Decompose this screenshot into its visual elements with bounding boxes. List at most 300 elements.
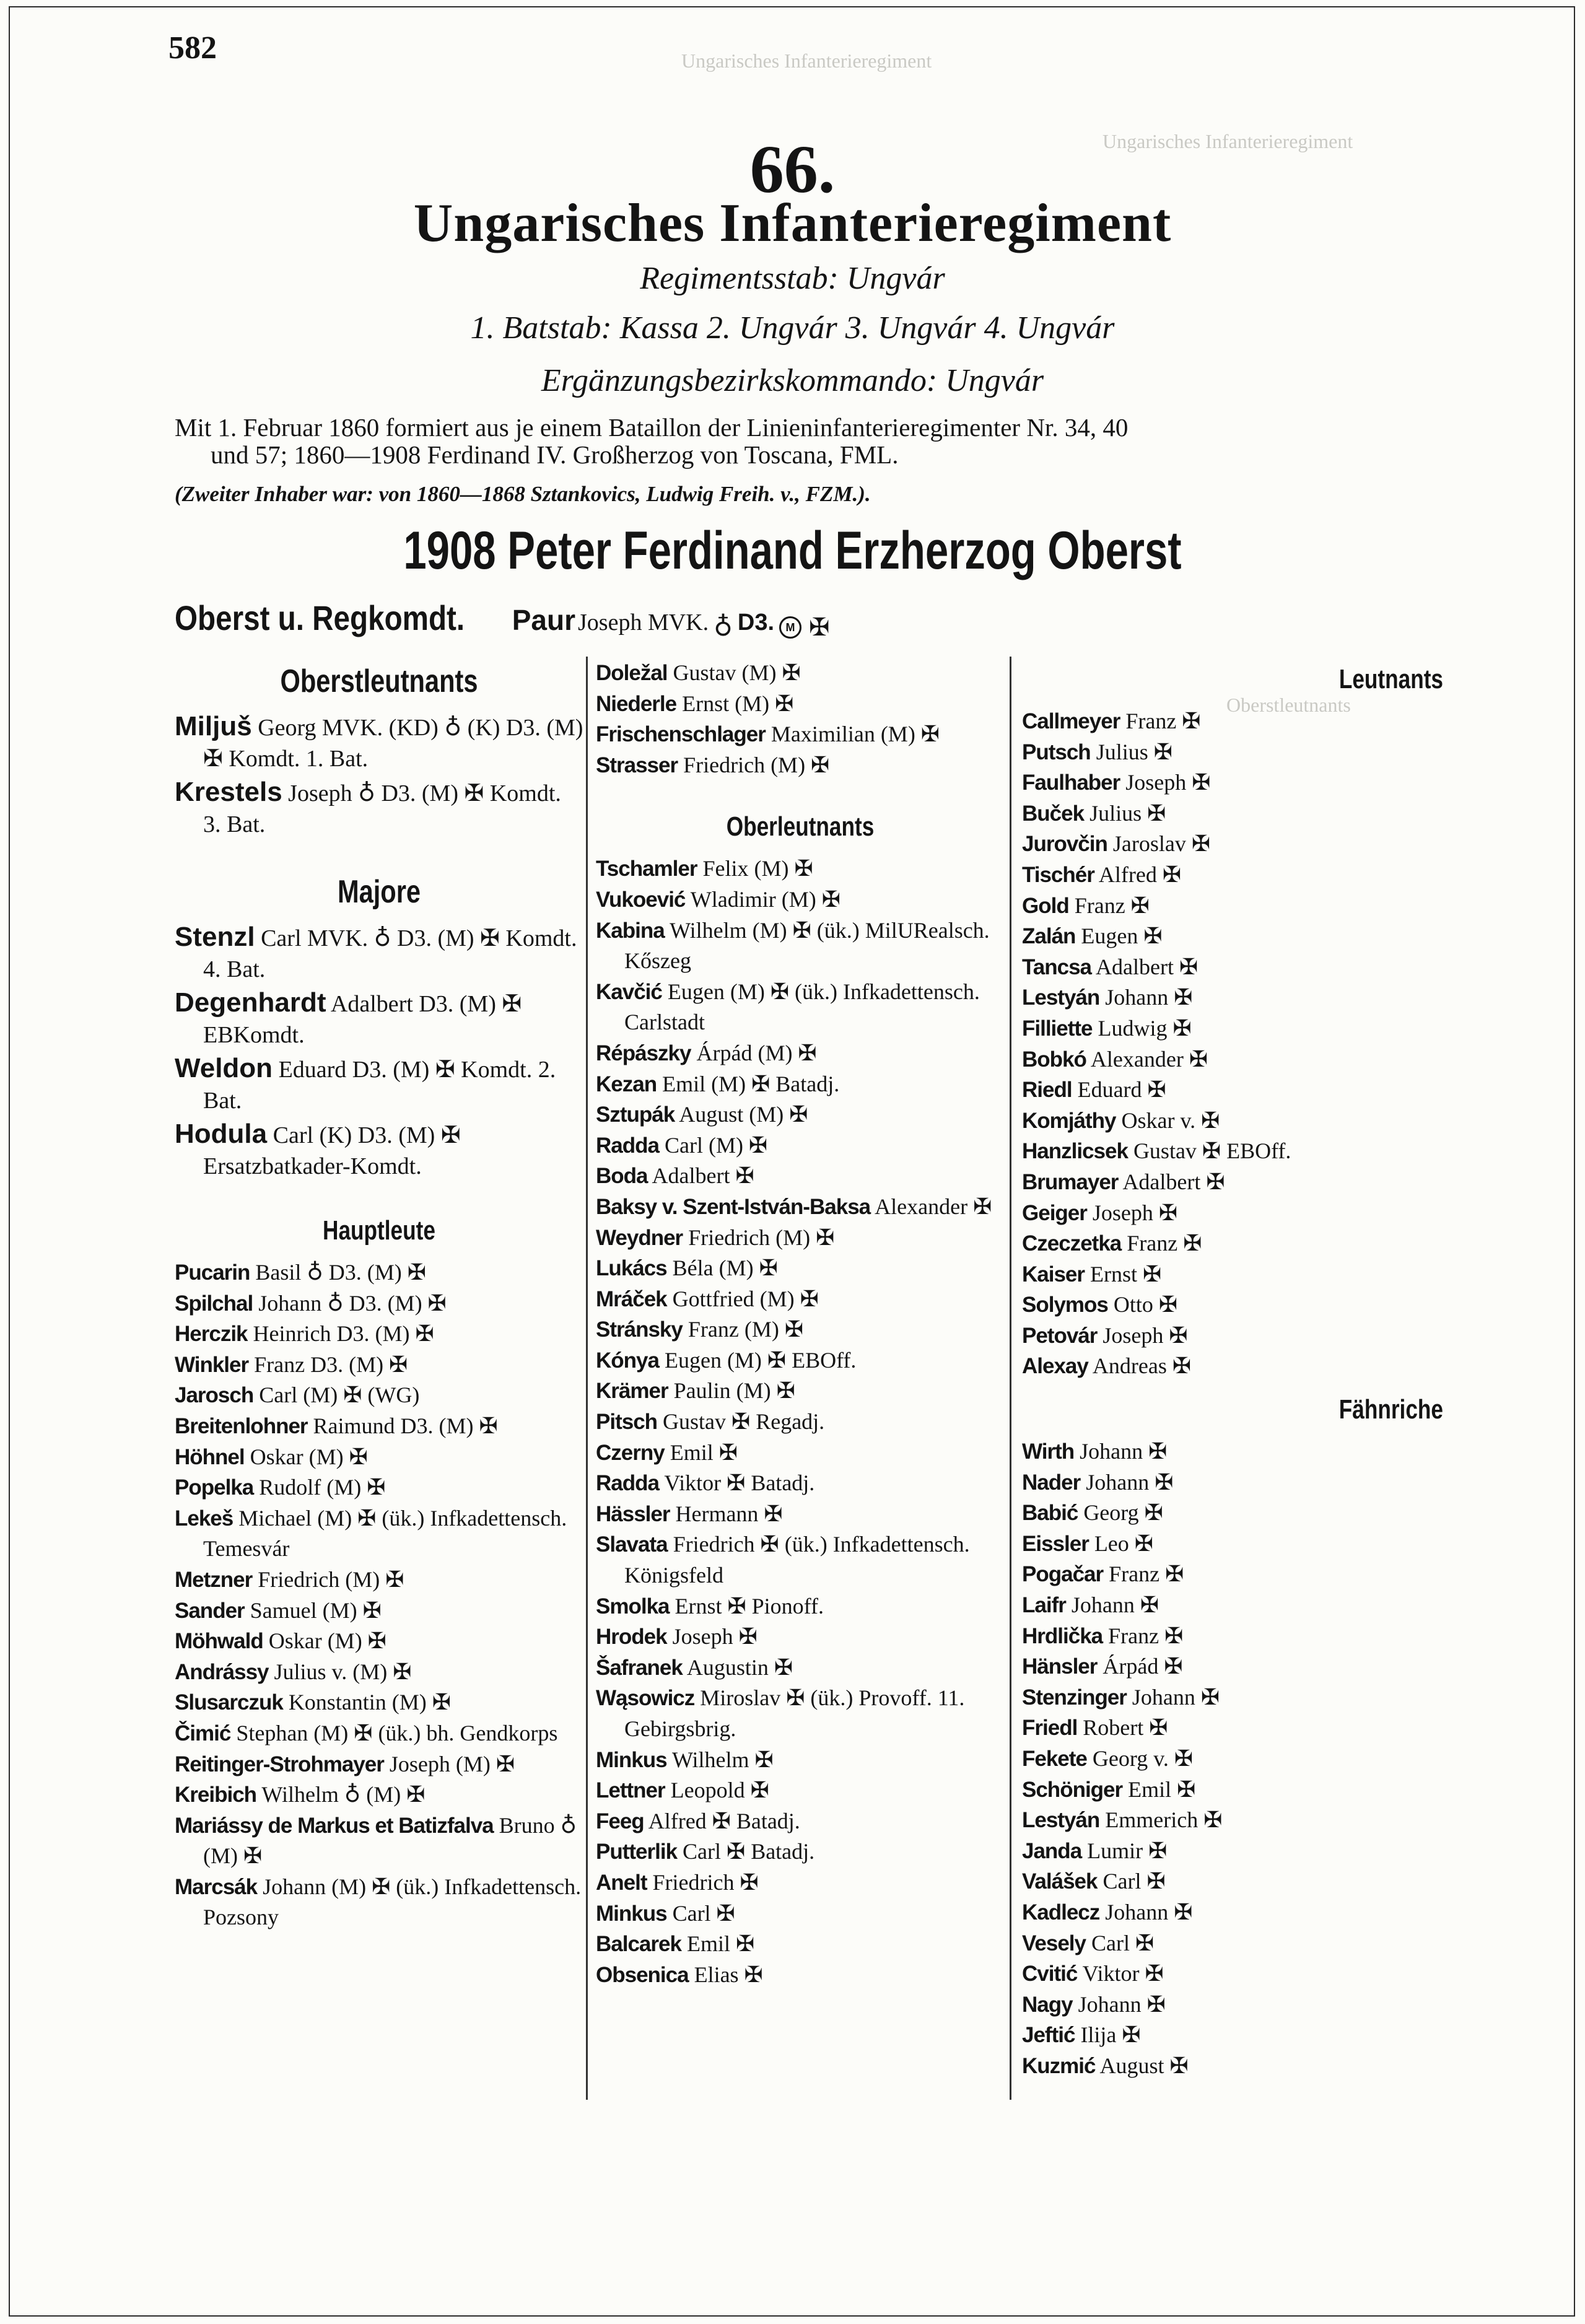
cross-icon: ✠ bbox=[809, 613, 830, 642]
officer-entry bbox=[596, 915, 1005, 977]
officer-entry bbox=[596, 977, 1005, 1038]
oberst-name: Paur bbox=[512, 604, 575, 636]
officer-entry bbox=[1022, 1106, 1443, 1137]
officer-entry bbox=[596, 1038, 1005, 1069]
officer-surname: Andrássy bbox=[175, 1659, 269, 1684]
officer-surname: Komjáthy bbox=[1022, 1108, 1116, 1133]
officer-surname: Radda bbox=[596, 1471, 659, 1496]
officer-surname: Pitsch bbox=[596, 1410, 658, 1435]
officer-entry bbox=[175, 1411, 583, 1442]
officer-entry bbox=[596, 1438, 1005, 1469]
officer-details: Georg v. ✠ bbox=[1092, 1746, 1194, 1771]
oberst-line bbox=[175, 598, 832, 640]
hauptleute-list bbox=[175, 1257, 583, 1933]
officer-entry bbox=[596, 689, 1005, 720]
officer-surname: Laifr bbox=[1022, 1593, 1066, 1618]
officer-details: Eduard D3. (M) ✠ Komdt. 2. Bat. bbox=[203, 1057, 556, 1114]
officer-surname: Hänsler bbox=[1022, 1654, 1098, 1679]
officer-surname: Kuzmić bbox=[1022, 2053, 1096, 2078]
officer-entry bbox=[1022, 1498, 1443, 1529]
officer-entry bbox=[1022, 982, 1443, 1013]
oberleutnants-list bbox=[596, 854, 1005, 1990]
officer-entry bbox=[1022, 1529, 1443, 1560]
officer-entry bbox=[596, 1775, 1005, 1806]
officer-details: Joseph ✠ bbox=[1103, 1322, 1188, 1348]
officer-details: Viktor ✠ Batadj. bbox=[664, 1470, 815, 1496]
officer-details: Wladimir (M) ✠ bbox=[690, 886, 841, 912]
officer-surname: Alexay bbox=[1022, 1354, 1088, 1379]
officer-surname: Šafranek bbox=[596, 1655, 683, 1680]
officer-surname: Tschamler bbox=[596, 857, 697, 881]
officer-surname: Friedl bbox=[1022, 1716, 1078, 1741]
officer-surname: Slavata bbox=[596, 1532, 668, 1557]
officer-details: Alexander ✠ bbox=[1090, 1046, 1208, 1072]
officer-surname: Marcsák bbox=[175, 1874, 258, 1899]
officer-surname: Metzner bbox=[175, 1567, 253, 1592]
officer-surname: Minkus bbox=[596, 1747, 667, 1772]
officer-surname: Mráček bbox=[596, 1286, 667, 1311]
officer-entry bbox=[175, 1442, 583, 1473]
officer-surname: Lekeš bbox=[175, 1506, 234, 1531]
oberst-decoration: D3. bbox=[737, 609, 775, 636]
section-heading-oberleutnants: Oberleutnants bbox=[726, 811, 875, 842]
officer-details: Ludwig ✠ bbox=[1098, 1015, 1192, 1041]
officer-details: August ✠ bbox=[1099, 2053, 1189, 2078]
officer-entry bbox=[1022, 1959, 1443, 1990]
officer-entry bbox=[596, 1468, 1005, 1499]
officer-entry bbox=[1022, 1713, 1443, 1744]
officer-surname: Nader bbox=[1022, 1470, 1081, 1495]
officer-details: Maximilian (M) ✠ bbox=[771, 722, 940, 747]
officer-entry bbox=[596, 1898, 1005, 1929]
officer-entry bbox=[1022, 1321, 1443, 1352]
oberstleutnants-list bbox=[175, 711, 583, 840]
officer-surname: Lettner bbox=[596, 1778, 665, 1803]
officer-details: Johann ✠ bbox=[1080, 1439, 1168, 1464]
bleed-through-text: Oberstleutnants bbox=[1226, 694, 1351, 716]
column-right bbox=[1022, 658, 1443, 2082]
officer-surname: Winkler bbox=[175, 1352, 249, 1377]
officer-surname: Pucarin bbox=[175, 1260, 250, 1285]
column-middle bbox=[596, 658, 1005, 1990]
officer-surname: Fekete bbox=[1022, 1747, 1087, 1771]
officer-details: Eugen (M) ✠ (ük.) Infkadettensch. Carlstadt bbox=[624, 979, 980, 1035]
leutnants-list bbox=[1022, 706, 1443, 1382]
officer-details: Alfred ✠ bbox=[1098, 862, 1182, 887]
officer-surname: Babić bbox=[1022, 1501, 1078, 1526]
officer-entry bbox=[1022, 1351, 1443, 1382]
officer-surname: Jarosch bbox=[175, 1383, 254, 1408]
officer-entry bbox=[1022, 829, 1443, 860]
officer-details: Gustav (M) ✠ bbox=[673, 660, 801, 685]
officer-surname: Mariássy de Markus et Batizfalva bbox=[175, 1813, 494, 1838]
officer-surname: Gold bbox=[1022, 893, 1069, 918]
officer-details: Emil ✠ bbox=[670, 1439, 738, 1465]
majore-list bbox=[175, 922, 583, 1182]
officer-details: Rudolf (M) ✠ bbox=[259, 1475, 386, 1500]
officer-entry bbox=[175, 1350, 583, 1381]
officer-entry bbox=[596, 1407, 1005, 1438]
officer-details: Viktor ✠ bbox=[1082, 1961, 1164, 1986]
officer-surname: Hrodek bbox=[596, 1625, 667, 1649]
officer-surname: Minkus bbox=[596, 1901, 667, 1926]
officer-entry bbox=[175, 1257, 583, 1288]
officer-surname: Strasser bbox=[596, 753, 678, 777]
officer-details: Emil (M) ✠ Batadj. bbox=[662, 1071, 840, 1096]
officer-surname: Faulhaber bbox=[1022, 771, 1120, 795]
officer-surname: Répászky bbox=[596, 1041, 691, 1065]
regiment-title: Ungarisches Infanterieregiment bbox=[413, 193, 1172, 253]
officer-details: Wilhelm (M) ✠ (ük.) MilURealsch. Kőszeg bbox=[624, 917, 990, 974]
officer-surname: Miljuš bbox=[175, 711, 252, 741]
officer-surname: Cvitić bbox=[1022, 1962, 1078, 1986]
officer-details: Franz ✠ bbox=[1109, 1562, 1184, 1587]
officer-surname: Obsenica bbox=[596, 1962, 689, 1987]
officer-entry bbox=[175, 1119, 583, 1182]
ergaenzungsbezirk: Ergänzungsbezirkskommando: Ungvár bbox=[541, 363, 1044, 398]
officer-surname: Stenzinger bbox=[1022, 1685, 1127, 1710]
officer-entry bbox=[1022, 1897, 1443, 1928]
bleed-through-text: Ungarisches Infanterieregiment bbox=[1103, 130, 1353, 152]
officer-details: Ilija ✠ bbox=[1080, 2022, 1141, 2048]
officer-entry bbox=[1022, 860, 1443, 891]
oberst-label: Oberst u. Regkomdt. bbox=[175, 598, 465, 637]
officer-details: Friedrich (M) ✠ bbox=[258, 1566, 404, 1592]
officer-entry bbox=[175, 1596, 583, 1627]
officer-entry bbox=[596, 1223, 1005, 1254]
second-owner-note: (Zweiter Inhaber war: von 1860—1868 Sztankovics, Ludwig Freih. v., FZM.). bbox=[175, 482, 871, 506]
officer-surname: Vesely bbox=[1022, 1931, 1086, 1955]
officer-details: Oskar v. ✠ bbox=[1121, 1107, 1220, 1133]
officer-details: Alfred ✠ Batadj. bbox=[648, 1808, 800, 1833]
officer-details: Lumir ✠ bbox=[1087, 1838, 1168, 1863]
officer-details: Franz D3. (M) ✠ bbox=[254, 1352, 408, 1377]
officer-surname: Möhwald bbox=[175, 1629, 263, 1654]
officer-entry bbox=[1022, 1682, 1443, 1713]
officer-surname: Lestyán bbox=[1022, 1808, 1100, 1833]
column-divider bbox=[1010, 657, 1011, 2100]
officer-details: Gustav ✠ EBOff. bbox=[1133, 1138, 1291, 1164]
officer-surname: Valášek bbox=[1022, 1869, 1098, 1894]
officer-surname: Filliette bbox=[1022, 1016, 1093, 1041]
officer-entry bbox=[596, 1529, 1005, 1591]
officer-surname: Pogačar bbox=[1022, 1562, 1104, 1587]
officer-surname: Degenhardt bbox=[175, 987, 326, 1018]
officer-entry bbox=[175, 1718, 583, 1749]
officer-entry bbox=[1022, 2051, 1443, 2082]
officer-entry bbox=[1022, 2020, 1443, 2051]
officer-entry bbox=[596, 1192, 1005, 1223]
officer-entry bbox=[1022, 1044, 1443, 1075]
officer-entry bbox=[1022, 1928, 1443, 1959]
officer-surname: Hrdlička bbox=[1022, 1623, 1103, 1648]
officer-details: Julius ✠ bbox=[1096, 739, 1172, 764]
officer-details: Adalbert ✠ bbox=[1122, 1169, 1225, 1194]
officer-entry bbox=[596, 1253, 1005, 1284]
officer-surname: Riedl bbox=[1022, 1078, 1072, 1103]
officer-details: Augustin ✠ bbox=[686, 1654, 793, 1680]
officer-surname: Weydner bbox=[596, 1225, 683, 1250]
officer-entry bbox=[175, 1288, 583, 1319]
officer-surname: Bobkó bbox=[1022, 1047, 1086, 1072]
officer-surname: Jurovčin bbox=[1022, 832, 1107, 857]
section-heading-hauptleute: Hauptleute bbox=[323, 1215, 435, 1246]
officer-details: Joseph ✠ bbox=[1092, 1200, 1178, 1225]
officer-surname: Kreibich bbox=[175, 1783, 257, 1807]
officer-details: Johann ✠ bbox=[1086, 1469, 1174, 1495]
officer-details: Joseph (M) ✠ bbox=[389, 1751, 515, 1776]
officer-details: Konstantin (M) ✠ bbox=[288, 1690, 451, 1715]
officer-entry bbox=[1022, 1436, 1443, 1467]
officer-details: Wilhelm ✠ bbox=[671, 1747, 774, 1772]
officer-details: Gottfried (M) ✠ bbox=[672, 1286, 819, 1311]
officer-surname: Kabina bbox=[596, 918, 665, 943]
officer-details: Wilhelm ♁ (M) ✠ bbox=[261, 1782, 426, 1807]
officer-surname: Hanzlicsek bbox=[1022, 1139, 1128, 1164]
officer-entry bbox=[175, 1472, 583, 1503]
officer-details: Samuel (M) ✠ bbox=[250, 1597, 382, 1623]
officer-entry bbox=[175, 777, 583, 840]
officer-surname: Zalán bbox=[1022, 924, 1076, 949]
officer-details: Johann ✠ bbox=[1071, 1592, 1159, 1618]
officer-entry bbox=[596, 1622, 1005, 1653]
officer-entry bbox=[1022, 1836, 1443, 1867]
officer-entry bbox=[596, 854, 1005, 885]
officer-surname: Niederle bbox=[596, 691, 677, 716]
officer-surname: Nagy bbox=[1022, 1992, 1073, 2017]
officer-surname: Putterlik bbox=[596, 1840, 678, 1864]
officer-entry bbox=[596, 719, 1005, 750]
officer-details: Friedrich ✠ bbox=[652, 1869, 759, 1895]
officer-surname: Callmeyer bbox=[1022, 709, 1120, 733]
officer-details: Johann ♁ D3. (M) ✠ bbox=[258, 1290, 447, 1316]
officer-details: Basil ♁ D3. (M) ✠ bbox=[255, 1260, 426, 1285]
section-heading-faehnriche: Fähnriche bbox=[1338, 1394, 1443, 1425]
officer-surname: Kavčić bbox=[596, 979, 662, 1004]
officer-entry bbox=[1022, 1136, 1443, 1167]
officer-surname: Frischenschlager bbox=[596, 722, 766, 747]
officer-details: Johann (M) ✠ (ük.) Infkadettensch. Pozsony bbox=[203, 1874, 582, 1930]
officer-surname: Tischér bbox=[1022, 862, 1094, 887]
officer-surname: Anelt bbox=[596, 1870, 647, 1895]
officer-details: Eugen ✠ bbox=[1081, 924, 1163, 949]
officer-surname: Kadlecz bbox=[1022, 1900, 1100, 1924]
section-heading-oberstleutnants: Oberstleutnants bbox=[280, 663, 478, 699]
officer-details: Joseph ♁ D3. (M) ✠ Komdt. 3. Bat. bbox=[203, 780, 561, 837]
officer-surname: Putsch bbox=[1022, 740, 1091, 764]
officer-details: August (M) ✠ bbox=[679, 1102, 808, 1127]
officer-surname: Petovár bbox=[1022, 1323, 1098, 1348]
officer-surname: Schöniger bbox=[1022, 1777, 1123, 1802]
officer-details: Ernst ✠ Pionoff. bbox=[675, 1593, 824, 1618]
officer-details: Ernst (M) ✠ bbox=[682, 691, 794, 716]
officer-surname: Herczik bbox=[175, 1322, 248, 1347]
officer-details: Adalbert D3. (M) ✠ EBKomdt. bbox=[203, 991, 522, 1048]
officer-details: Leo ✠ bbox=[1094, 1531, 1153, 1556]
militaer-icon: M bbox=[779, 616, 801, 639]
officer-entry bbox=[596, 658, 1005, 689]
regimentsstab: Regimentsstab: Ungvár bbox=[640, 261, 945, 296]
officer-surname: Hässler bbox=[596, 1501, 670, 1526]
officer-details: Franz ✠ bbox=[1127, 1231, 1202, 1256]
bleed-through-text: Ungarisches Infanterieregiment bbox=[681, 50, 932, 72]
officer-entry bbox=[1022, 1259, 1443, 1290]
officer-details: Leopold ✠ bbox=[670, 1778, 769, 1803]
officer-entry bbox=[175, 1626, 583, 1657]
officer-surname: Krestels bbox=[175, 777, 282, 807]
officer-entry bbox=[596, 1314, 1005, 1345]
officer-details: Carl (M) ✠ bbox=[664, 1132, 768, 1158]
officer-entry bbox=[1022, 1228, 1443, 1259]
officer-details: Michael (M) ✠ (ük.) Infkadettensch. Temesvár bbox=[203, 1505, 567, 1562]
officer-entry bbox=[175, 1053, 583, 1116]
officer-entry bbox=[175, 987, 583, 1051]
officer-surname: Stránsky bbox=[596, 1317, 683, 1342]
officer-entry bbox=[596, 1161, 1005, 1192]
officer-entry bbox=[175, 1657, 583, 1688]
officer-surname: Weldon bbox=[175, 1053, 273, 1083]
officer-entry bbox=[175, 1749, 583, 1780]
officer-details: Raimund D3. (M) ✠ bbox=[313, 1413, 498, 1438]
officer-surname: Höhnel bbox=[175, 1444, 245, 1469]
officer-entry bbox=[1022, 1013, 1443, 1044]
officer-entry bbox=[596, 1653, 1005, 1684]
officer-details: Emil ✠ bbox=[1128, 1776, 1196, 1802]
officer-surname: Feeg bbox=[596, 1809, 644, 1833]
officer-details: Adalbert ✠ bbox=[1096, 954, 1199, 979]
officer-entry bbox=[1022, 1467, 1443, 1498]
officer-surname: Doležal bbox=[596, 661, 668, 685]
officer-details: Johann ✠ bbox=[1105, 985, 1193, 1010]
officer-entry bbox=[1022, 952, 1443, 983]
officer-surname: Stenzl bbox=[175, 922, 255, 952]
officer-surname: Sander bbox=[175, 1598, 245, 1623]
officer-details: Franz (M) ✠ bbox=[688, 1317, 803, 1342]
officer-entry bbox=[1022, 1075, 1443, 1106]
officer-entry bbox=[596, 1499, 1005, 1530]
officer-surname: Buček bbox=[1022, 801, 1085, 826]
officer-entry bbox=[1022, 921, 1443, 952]
officer-details: Ernst ✠ bbox=[1090, 1261, 1162, 1286]
officer-details: Béla (M) ✠ bbox=[672, 1256, 778, 1281]
officer-details: Friedrich ✠ (ük.) Infkadettensch. Königsfeld bbox=[624, 1532, 970, 1588]
officer-entry bbox=[596, 1868, 1005, 1898]
officer-entry bbox=[1022, 737, 1443, 768]
officer-surname: Breitenlohner bbox=[175, 1413, 308, 1438]
history-paragraph bbox=[175, 414, 1128, 468]
officer-details: Emmerich ✠ bbox=[1105, 1807, 1223, 1833]
officer-entry bbox=[1022, 1290, 1443, 1321]
officer-entry bbox=[175, 1503, 583, 1565]
officer-entry bbox=[175, 1319, 583, 1350]
officer-surname: Geiger bbox=[1022, 1200, 1087, 1225]
officer-details: Árpád ✠ bbox=[1103, 1654, 1183, 1679]
officer-details: Alexander ✠ bbox=[875, 1194, 992, 1219]
officer-surname: Slusarczuk bbox=[175, 1690, 283, 1715]
officer-details: Friedrich (M) ✠ bbox=[688, 1225, 835, 1250]
officer-details: Joseph ✠ bbox=[672, 1624, 758, 1649]
history-line: Mit 1. Februar 1860 formiert aus je einem Bataillon der Linieninfanterieregimenter Nr. 34, 40 bbox=[175, 413, 1129, 442]
officer-details: Gustav ✠ Regadj. bbox=[663, 1409, 825, 1435]
officer-entry bbox=[1022, 1590, 1443, 1621]
officer-surname: Solymos bbox=[1022, 1293, 1108, 1317]
officer-entry bbox=[596, 1683, 1005, 1744]
officer-details: Friedrich (M) ✠ bbox=[683, 752, 830, 777]
officer-surname: Smolka bbox=[596, 1594, 670, 1618]
column-divider bbox=[586, 657, 588, 2100]
officer-surname: Hodula bbox=[175, 1119, 268, 1149]
column-left bbox=[175, 657, 583, 1933]
officer-details: Oskar (M) ✠ bbox=[250, 1444, 368, 1469]
officer-surname: Vukoević bbox=[596, 887, 686, 912]
officer-entry bbox=[596, 1929, 1005, 1960]
section-heading-leutnants: Leutnants bbox=[1338, 664, 1443, 694]
officer-entry bbox=[175, 1780, 583, 1811]
officer-entry bbox=[596, 1376, 1005, 1407]
officer-details: Julius v. (M) ✠ bbox=[274, 1659, 412, 1684]
officer-surname: Balcarek bbox=[596, 1932, 681, 1957]
officer-details: Johann ✠ bbox=[1132, 1684, 1220, 1710]
officer-details: Otto ✠ bbox=[1113, 1292, 1178, 1317]
history-line: und 57; 1860—1908 Ferdinand IV. Großherzog von Toscana, FML. bbox=[211, 440, 899, 469]
officer-details: Joseph ✠ bbox=[1125, 770, 1211, 795]
officer-surname: Eissler bbox=[1022, 1531, 1089, 1556]
officer-details: Jaroslav ✠ bbox=[1112, 831, 1211, 857]
officer-details: Johann ✠ bbox=[1105, 1899, 1193, 1924]
officer-entry bbox=[1022, 1866, 1443, 1897]
officer-entry bbox=[1022, 891, 1443, 922]
officer-details: Carl ✠ bbox=[1103, 1869, 1166, 1894]
officer-entry bbox=[596, 1069, 1005, 1100]
officer-entry bbox=[1022, 1198, 1443, 1229]
officer-details: Franz ✠ bbox=[1125, 709, 1201, 733]
battalion-stations: 1. Batstab: Kassa 2. Ungvár 3. Ungvár 4. Ungvár bbox=[470, 310, 1115, 346]
hauptleute-continued-list bbox=[596, 658, 1005, 780]
officer-surname: Baksy v. Szent-István-Baksa bbox=[596, 1194, 871, 1219]
officer-details: Miroslav ✠ (ük.) Provoff. 11. Gebirgsbrig. bbox=[624, 1685, 965, 1741]
officer-details: Árpád (M) ✠ bbox=[696, 1040, 817, 1065]
officer-details: Emil ✠ bbox=[686, 1931, 755, 1957]
officer-entry bbox=[596, 1284, 1005, 1315]
inhaber-heading: 1908 Peter Ferdinand Erzherzog Oberst bbox=[403, 521, 1182, 580]
officer-surname: Wirth bbox=[1022, 1439, 1075, 1464]
order-icon: ♁ bbox=[714, 613, 733, 642]
officer-surname: Lestyán bbox=[1022, 985, 1100, 1010]
officer-details: Johann ✠ bbox=[1078, 1991, 1166, 2017]
officer-details: Julius ✠ bbox=[1089, 800, 1166, 826]
officer-surname: Radda bbox=[596, 1133, 659, 1158]
officer-entry bbox=[1022, 1559, 1443, 1590]
officer-details: Heinrich D3. (M) ✠ bbox=[253, 1321, 434, 1347]
officer-entry bbox=[175, 711, 583, 774]
officer-entry bbox=[1022, 798, 1443, 829]
officer-entry bbox=[1022, 1805, 1443, 1836]
officer-surname: Krämer bbox=[596, 1379, 668, 1404]
officer-entry bbox=[175, 922, 583, 985]
officer-details: Adalbert ✠ bbox=[652, 1163, 754, 1189]
officer-entry bbox=[596, 750, 1005, 781]
officer-surname: Sztupák bbox=[596, 1103, 675, 1127]
officer-details: Robert ✠ bbox=[1083, 1715, 1168, 1741]
officer-details: Eduard ✠ bbox=[1077, 1077, 1166, 1103]
officer-surname: Kónya bbox=[596, 1348, 659, 1373]
officer-surname: Lukács bbox=[596, 1256, 667, 1281]
officer-details: Andreas ✠ bbox=[1092, 1353, 1192, 1379]
officer-entry bbox=[1022, 1621, 1443, 1652]
officer-details: Carl ✠ bbox=[672, 1900, 735, 1926]
officer-details: Felix (M) ✠ bbox=[702, 856, 813, 881]
officer-surname: Spilchal bbox=[175, 1291, 253, 1316]
